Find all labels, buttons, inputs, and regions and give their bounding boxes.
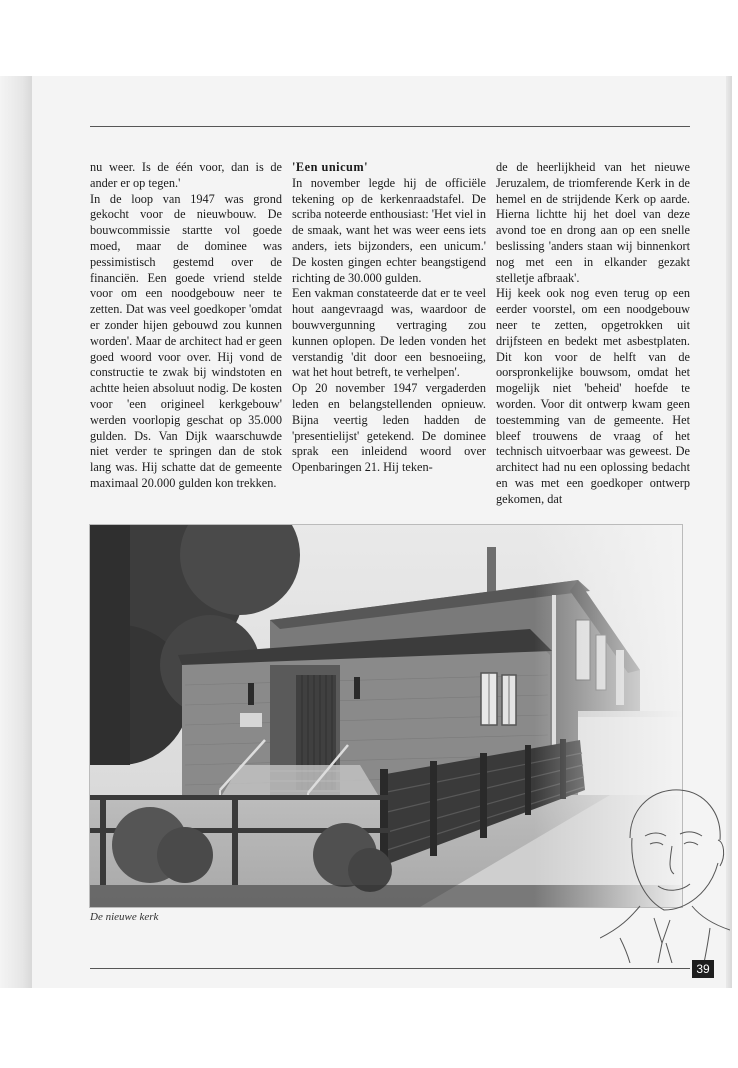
top-rule [90,126,690,127]
text-column-3 [496,160,690,508]
text-column-2 [292,160,486,476]
paragraph: In de loop van 1947 was grond gekocht voor de nieuwbouw. De bouwcommissie startte vol goede moed, maar de dominee was pessimistisch gestemd over de financiën. Een goede vriend stelde voor om een noodgebouw neer te zetten. Dat was veel goedkoper 'omdat er zonder hijen gebouwd zou kunnen worden'. Maar de architect had er geen goed woord voor over. Hij vond de constructie te zwak bij windstoten en achtte heien absoluut nodig. De kosten voor 'een origineel kerkgebouw' werden voorlopig geschat op 35.000 gulden. Ds. Van Dijk waarschuwde niet verder te springen dan de stok lang was. Hij schatte dat de gemeente maximaal 20.000 gulden kon trekken. [90,191,282,490]
paragraph: Hij keek ook nog even terug op een eerder voorstel, om een noodgebouw neer te zetten, opgetrokken uit drijfsteen en bedekt met asbestplaten. Dit kon voor de helft van de oorspronkelijke bouwsom, omdat het mogelijk niet 'beheid' hoefde te worden. Voor dit ontwerp kwam geen toestemming van de gemeente. Het bleef trouwens de vraag of het technisch uitvoerbaar was geweest. De architect had nu een oplossing bedacht en was met een goedkoper ontwerp gekomen, dat [496,286,690,506]
paragraph: de de heerlijkheid van het nieuwe Jeruzalem, de triomferende Kerk in de hemel en de strijdende Kerk op aarde. Hierna lichtte hij het doel van deze avond toe en drong aan op een snelle beslissing 'anders staan wij binnenkort nog met een in elkander gezakt stelletje afbraak'. [496,160,690,285]
paragraph: Een vakman constateerde dat er te veel hout aangevraagd was, waardoor de bouwvergunning vertraging zou kunnen oplopen. De leden vonden het verstandig 'dit door een besnoeiing, wat het hout betreft, te verhelpen'. [292,286,486,380]
adjacent-page-edge [0,76,32,988]
photo-caption: De nieuwe kerk [90,911,159,923]
paragraph: Op 20 november 1947 vergaderden leden en belangstellenden opnieuw. Bijna veertig leden hadden de 'presentielijst' getekend. De dominee sprak een inleidend woord over Openbaringen 21. Hij teken- [292,381,486,475]
book-page [32,76,732,988]
paragraph: nu weer. Is de één voor, dan is de ander er op tegen.' [90,160,282,190]
portrait-sketch [600,778,730,963]
bottom-rule [90,968,690,969]
church-photo [89,524,683,908]
section-heading: 'Een unicum' [292,160,369,174]
page-number: 39 [692,960,714,978]
paragraph: In november legde hij de officiële tekening op de kerkenraadstafel. De scriba noteerde enthousiast: 'Het viel in de smaak, want het was weer eens iets anders, iets bijzonders, een unicum.' De kosten gingen echter beangstigend richting de 30.000 gulden. [292,175,486,285]
text-column-1 [90,160,282,492]
